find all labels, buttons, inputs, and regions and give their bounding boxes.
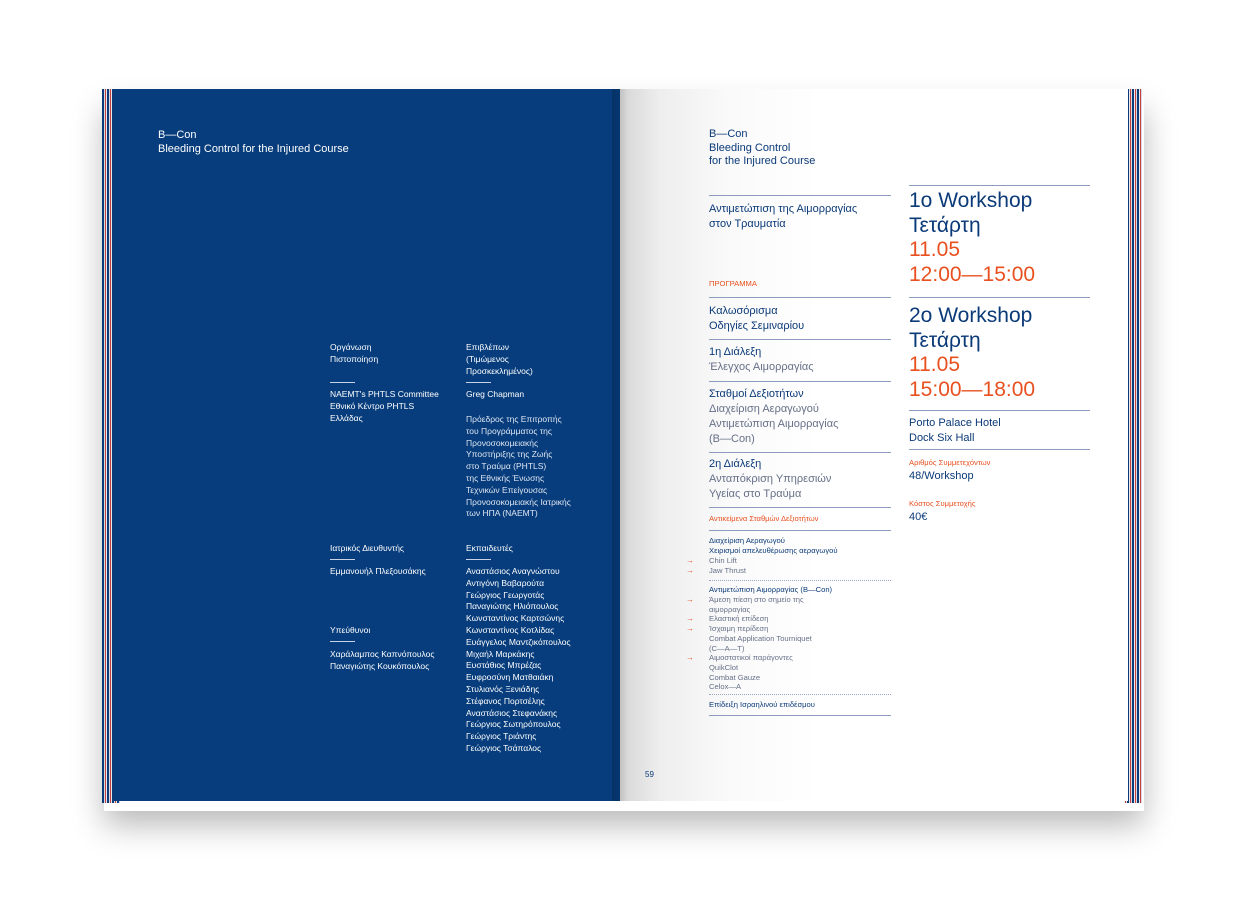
divider <box>709 507 891 508</box>
instructors-list <box>466 566 571 755</box>
participants-value: 48/Workshop <box>909 470 974 482</box>
list-item: Στυλιανός Ξενιάδης <box>466 683 540 694</box>
divider <box>709 452 891 453</box>
list-item: Combat Application Tourniquet <box>709 633 812 643</box>
list-item: Αναστάσιος Στεφανάκης <box>466 707 558 718</box>
list-item: Ευστάθιος Μπρέζας <box>466 660 542 671</box>
organization-value: NAEMT's PHTLS Committee Εθνικό Κέντρο PHTLS Ελλάδας <box>330 389 439 423</box>
book-gutter-shadow <box>612 89 628 801</box>
workshop-2: 2ο Workshop Τετάρτη 11.05 15:00—18:00 <box>909 304 1036 401</box>
medical-director-value: Εμμανουήλ Πλεξουσάκης <box>330 566 426 576</box>
medical-director-label: Ιατρικός Διευθυντής <box>330 543 405 553</box>
supervisor-bio: Πρόεδρος της Επιτροπής του Προγράμματος της Προνοσοκομειακής Υποστήριξης της Ζωής στο Τραύμα (PHTLS) της Εθνικής Ένωσης Τεχνικών Επείγουσας Προνοσοκομειακής Ιατρικής των ΗΠΑ (NAEMT) <box>466 414 571 519</box>
left-page-header <box>158 129 349 156</box>
course-name: Bleeding Control for the Injured Course <box>158 142 349 155</box>
list-item: Μιχαήλ Μαρκάκης <box>466 648 535 659</box>
page-number: 59 <box>645 770 654 779</box>
programme-item-lecture-1: 1η Διάλεξη Έλεγχος Αιμορραγίας <box>709 346 814 373</box>
stations-bleeding-title: Αντιμετώπιση Αιμορραγίας (Β—Con) <box>709 585 833 594</box>
list-item: Celox—A <box>709 682 742 692</box>
stations-bleeding-items <box>709 595 812 692</box>
workshop-1: 1ο Workshop Τετάρτη 11.05 12:00—15:00 <box>909 189 1036 286</box>
instructors-label: Εκπαιδευτές <box>466 543 513 553</box>
list-item: (C—A—T) <box>709 643 745 653</box>
stations-airway-items <box>709 556 746 575</box>
divider <box>709 530 891 531</box>
divider <box>709 297 891 298</box>
responsible-values: Χαράλαμπος Καπνόπουλος Παναγιώτης Κουκόπουλος <box>330 649 435 671</box>
course-subtitle: Αντιμετώπιση της Αιμορραγίας στον Τραυματία <box>709 203 858 230</box>
stations-airway-title: Διαχείριση Αεραγωγού Χειρισμοί απελευθέρωσης αεραγωγού <box>709 536 838 555</box>
divider <box>709 381 891 382</box>
list-item: αιμορραγίας <box>709 604 751 614</box>
divider <box>709 715 891 716</box>
responsible-label: Υπεύθυνοι <box>330 625 371 635</box>
divider <box>330 559 355 560</box>
cost-value: 40€ <box>909 511 928 523</box>
divider <box>909 185 1090 186</box>
cost-label: Κόστος Συμμετοχής <box>909 499 976 508</box>
divider <box>909 410 1090 411</box>
organization-label: Οργάνωση Πιστοποίηση <box>330 342 379 364</box>
venue: Porto Palace Hotel Dock Six Hall <box>909 417 1001 444</box>
divider <box>909 449 1090 450</box>
list-item: Γεώργιος Σωτηρόπουλος <box>466 719 561 730</box>
list-item: Γεώργιος Τσάπαλος <box>466 742 542 753</box>
stations-footer: Επίδειξη Ισραηλινού επιδέσμου <box>709 700 815 709</box>
divider <box>709 339 891 340</box>
divider <box>709 195 891 196</box>
list-item: Ευάγγελος Μαντζικόπουλος <box>466 636 571 647</box>
arrow-icon: → <box>686 624 694 633</box>
left-page <box>114 89 620 801</box>
list-item: Chin Lift <box>709 556 737 565</box>
list-item: Ίσχαιμη περίδεση <box>709 624 769 634</box>
dotted-divider <box>709 694 891 695</box>
list-item: QuikClot <box>709 662 739 672</box>
arrow-icon: → <box>686 595 694 604</box>
arrow-icon: → <box>686 653 694 662</box>
arrow-icon: → <box>686 614 694 623</box>
list-item: Κωνσταντίνος Καρτσώνης <box>466 613 565 624</box>
programme-item-lecture-2: 2η Διάλεξη Ανταπόκριση Υπηρεσιών Υγείας στο Τραύμα <box>709 458 832 500</box>
supervision-label: Επιβλέπων (Τιμώμενος Προσκεκλημένος) <box>466 342 533 376</box>
list-item: Ελαστική επίδεση <box>709 614 769 624</box>
list-item: Αιμοστατικοί παράγοντες <box>709 653 793 663</box>
dotted-divider <box>709 580 891 581</box>
list-item: Άμεση πίεση στο σημείο της <box>709 595 804 604</box>
divider <box>909 297 1090 298</box>
participants-label: Αριθμός Συμμετεχόντων <box>909 458 991 467</box>
divider <box>330 641 355 642</box>
list-item: Κωνσταντίνος Κοτλίδας <box>466 624 555 635</box>
list-item: Γεώργιος Γεωργοτάς <box>466 589 545 600</box>
arrow-icon: → <box>686 566 694 575</box>
stations-label: Αντικείμενα Σταθμών Δεξιοτήτων <box>709 514 819 523</box>
arrow-icon: → <box>686 556 694 565</box>
programme-item-welcome: Καλωσόρισμα Οδηγίες Σεμιναρίου <box>709 305 805 332</box>
list-item: Αναστάσιος Αναγνώστου <box>466 566 560 576</box>
list-item: Ευφροσύνη Ματθαιάκη <box>466 672 554 683</box>
list-item: Γεώργιος Τριάντης <box>466 731 537 742</box>
list-item: Combat Gauze <box>709 672 761 682</box>
list-item: Παναγιώτης Ηλιόπουλος <box>466 601 559 612</box>
course-code: B—Con <box>158 129 197 141</box>
divider <box>466 382 491 383</box>
right-page-header: B—Con Bleeding Control for the Injured Course <box>709 128 816 167</box>
list-item: Στέφανος Πορτσέλης <box>466 695 545 706</box>
supervisor-name: Greg Chapman <box>466 389 525 399</box>
divider <box>466 559 491 560</box>
list-item: Αντιγόνη Βαβαρούτα <box>466 577 545 588</box>
programme-label: ΠΡΟΓΡΑΜΜΑ <box>709 279 757 288</box>
programme-item-stations: Σταθμοί Δεξιοτήτων Διαχείριση Αεραγωγού Αντιμετώπιση Αιμορραγίας (Β—Con) <box>709 388 839 445</box>
divider <box>330 382 355 383</box>
list-item: Jaw Thrust <box>709 565 746 575</box>
